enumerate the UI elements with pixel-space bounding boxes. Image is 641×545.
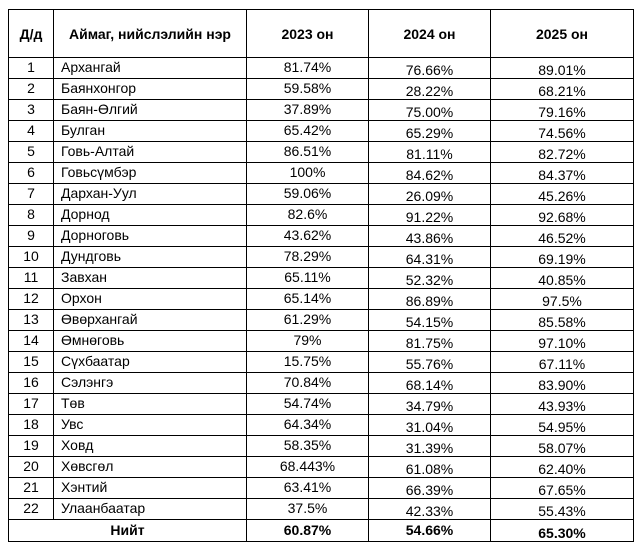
table-row <box>9 121 634 142</box>
row-number: 8 <box>9 205 54 226</box>
aimag-name: Орхон <box>54 289 247 310</box>
header-year-2023: 2023 он <box>247 10 369 58</box>
value-2024: 84.62% <box>369 163 491 184</box>
table-row <box>9 100 634 121</box>
aimag-name: Сэлэнгэ <box>54 373 247 394</box>
row-number: 10 <box>9 247 54 268</box>
table-row <box>9 310 634 331</box>
value-2023: 68.443% <box>247 457 369 478</box>
value-2023: 82.6% <box>247 205 369 226</box>
value-2025: 82.72% <box>491 142 634 163</box>
aimag-name: Улаанбаатар <box>54 499 247 520</box>
table-row <box>9 184 634 205</box>
value-2023: 65.11% <box>247 268 369 289</box>
value-2023: 37.89% <box>247 100 369 121</box>
table-row <box>9 163 634 184</box>
value-2023: 63.41% <box>247 478 369 499</box>
aimag-name: Өмнөговь <box>54 331 247 352</box>
aimag-name: Дархан-Уул <box>54 184 247 205</box>
value-2025: 55.43% <box>491 499 634 520</box>
aimag-name: Архангай <box>54 58 247 79</box>
aimag-name: Дорноговь <box>54 226 247 247</box>
table-row <box>9 142 634 163</box>
value-2023: 65.42% <box>247 121 369 142</box>
table-row <box>9 352 634 373</box>
value-2024: 28.22% <box>369 79 491 100</box>
table-row <box>9 247 634 268</box>
value-2024: 66.39% <box>369 478 491 499</box>
row-number: 1 <box>9 58 54 79</box>
row-number: 19 <box>9 436 54 457</box>
row-number: 15 <box>9 352 54 373</box>
row-number: 17 <box>9 394 54 415</box>
value-2023: 81.74% <box>247 58 369 79</box>
aimag-name: Дорнод <box>54 205 247 226</box>
value-2025: 79.16% <box>491 100 634 121</box>
value-2025: 45.26% <box>491 184 634 205</box>
aimag-name: Хөвсгөл <box>54 457 247 478</box>
value-2024: 91.22% <box>369 205 491 226</box>
table-row <box>9 394 634 415</box>
value-2024: 31.39% <box>369 436 491 457</box>
header-year-2024: 2024 он <box>369 10 491 58</box>
row-number: 11 <box>9 268 54 289</box>
row-number: 7 <box>9 184 54 205</box>
value-2025: 43.93% <box>491 394 634 415</box>
value-2025: 97.5% <box>491 289 634 310</box>
header-number: Д/д <box>9 10 54 58</box>
value-2023: 100% <box>247 163 369 184</box>
aimag-name: Завхан <box>54 268 247 289</box>
value-2023: 43.62% <box>247 226 369 247</box>
table-row <box>9 499 634 520</box>
table-row <box>9 436 634 457</box>
value-2025: 62.40% <box>491 457 634 478</box>
total-value-2025: 65.30% <box>491 520 634 542</box>
aimag-name: Булган <box>54 121 247 142</box>
total-value-2023: 60.87% <box>247 520 369 542</box>
table-row <box>9 226 634 247</box>
value-2024: 81.11% <box>369 142 491 163</box>
table-row <box>9 79 634 100</box>
value-2023: 79% <box>247 331 369 352</box>
table-row <box>9 58 634 79</box>
total-value-2024: 54.66% <box>369 520 491 542</box>
aimag-name: Увс <box>54 415 247 436</box>
value-2024: 54.15% <box>369 310 491 331</box>
row-number: 2 <box>9 79 54 100</box>
header-year-2025: 2025 он <box>491 10 634 58</box>
value-2024: 31.04% <box>369 415 491 436</box>
value-2025: 67.11% <box>491 352 634 373</box>
value-2025: 97.10% <box>491 331 634 352</box>
row-number: 5 <box>9 142 54 163</box>
aimag-name: Баянхонгор <box>54 79 247 100</box>
row-number: 3 <box>9 100 54 121</box>
table-row <box>9 373 634 394</box>
aimag-name: Сүхбаатар <box>54 352 247 373</box>
value-2025: 84.37% <box>491 163 634 184</box>
row-number: 21 <box>9 478 54 499</box>
value-2025: 74.56% <box>491 121 634 142</box>
value-2025: 69.19% <box>491 247 634 268</box>
table-row <box>9 268 634 289</box>
header-aimag-name: Аймаг, нийслэлийн нэр <box>54 10 247 58</box>
value-2025: 92.68% <box>491 205 634 226</box>
row-number: 4 <box>9 121 54 142</box>
row-number: 13 <box>9 310 54 331</box>
row-number: 14 <box>9 331 54 352</box>
value-2024: 81.75% <box>369 331 491 352</box>
value-2025: 40.85% <box>491 268 634 289</box>
table-row <box>9 478 634 499</box>
value-2025: 58.07% <box>491 436 634 457</box>
row-number: 22 <box>9 499 54 520</box>
row-number: 20 <box>9 457 54 478</box>
table-row <box>9 457 634 478</box>
value-2023: 64.34% <box>247 415 369 436</box>
value-2023: 59.58% <box>247 79 369 100</box>
table-row <box>9 331 634 352</box>
value-2024: 52.32% <box>369 268 491 289</box>
row-number: 16 <box>9 373 54 394</box>
aimag-coverage-table <box>8 9 634 542</box>
value-2024: 26.09% <box>369 184 491 205</box>
value-2024: 43.86% <box>369 226 491 247</box>
value-2024: 86.89% <box>369 289 491 310</box>
row-number: 9 <box>9 226 54 247</box>
value-2025: 89.01% <box>491 58 634 79</box>
total-row <box>9 520 634 542</box>
value-2024: 76.66% <box>369 58 491 79</box>
aimag-name: Говьсүмбэр <box>54 163 247 184</box>
aimag-name: Баян-Өлгий <box>54 100 247 121</box>
value-2023: 58.35% <box>247 436 369 457</box>
value-2025: 68.21% <box>491 79 634 100</box>
aimag-name: Говь-Алтай <box>54 142 247 163</box>
aimag-name: Ховд <box>54 436 247 457</box>
value-2025: 85.58% <box>491 310 634 331</box>
value-2023: 37.5% <box>247 499 369 520</box>
value-2023: 54.74% <box>247 394 369 415</box>
value-2024: 34.79% <box>369 394 491 415</box>
row-number: 18 <box>9 415 54 436</box>
value-2025: 46.52% <box>491 226 634 247</box>
value-2023: 86.51% <box>247 142 369 163</box>
table-row <box>9 289 634 310</box>
row-number: 12 <box>9 289 54 310</box>
value-2025: 83.90% <box>491 373 634 394</box>
value-2024: 75.00% <box>369 100 491 121</box>
header-row <box>9 10 634 58</box>
aimag-name: Хэнтий <box>54 478 247 499</box>
value-2024: 42.33% <box>369 499 491 520</box>
value-2023: 59.06% <box>247 184 369 205</box>
table-row <box>9 415 634 436</box>
table-row <box>9 205 634 226</box>
row-number: 6 <box>9 163 54 184</box>
value-2024: 55.76% <box>369 352 491 373</box>
total-label: Нийт <box>9 520 247 542</box>
value-2023: 15.75% <box>247 352 369 373</box>
value-2024: 61.08% <box>369 457 491 478</box>
value-2023: 65.14% <box>247 289 369 310</box>
aimag-name: Дундговь <box>54 247 247 268</box>
value-2023: 61.29% <box>247 310 369 331</box>
value-2023: 70.84% <box>247 373 369 394</box>
value-2024: 64.31% <box>369 247 491 268</box>
aimag-name: Төв <box>54 394 247 415</box>
value-2024: 65.29% <box>369 121 491 142</box>
aimag-coverage-table-wrap <box>8 9 634 542</box>
aimag-name: Өвөрхангай <box>54 310 247 331</box>
value-2023: 78.29% <box>247 247 369 268</box>
value-2024: 68.14% <box>369 373 491 394</box>
value-2025: 54.95% <box>491 415 634 436</box>
value-2025: 67.65% <box>491 478 634 499</box>
